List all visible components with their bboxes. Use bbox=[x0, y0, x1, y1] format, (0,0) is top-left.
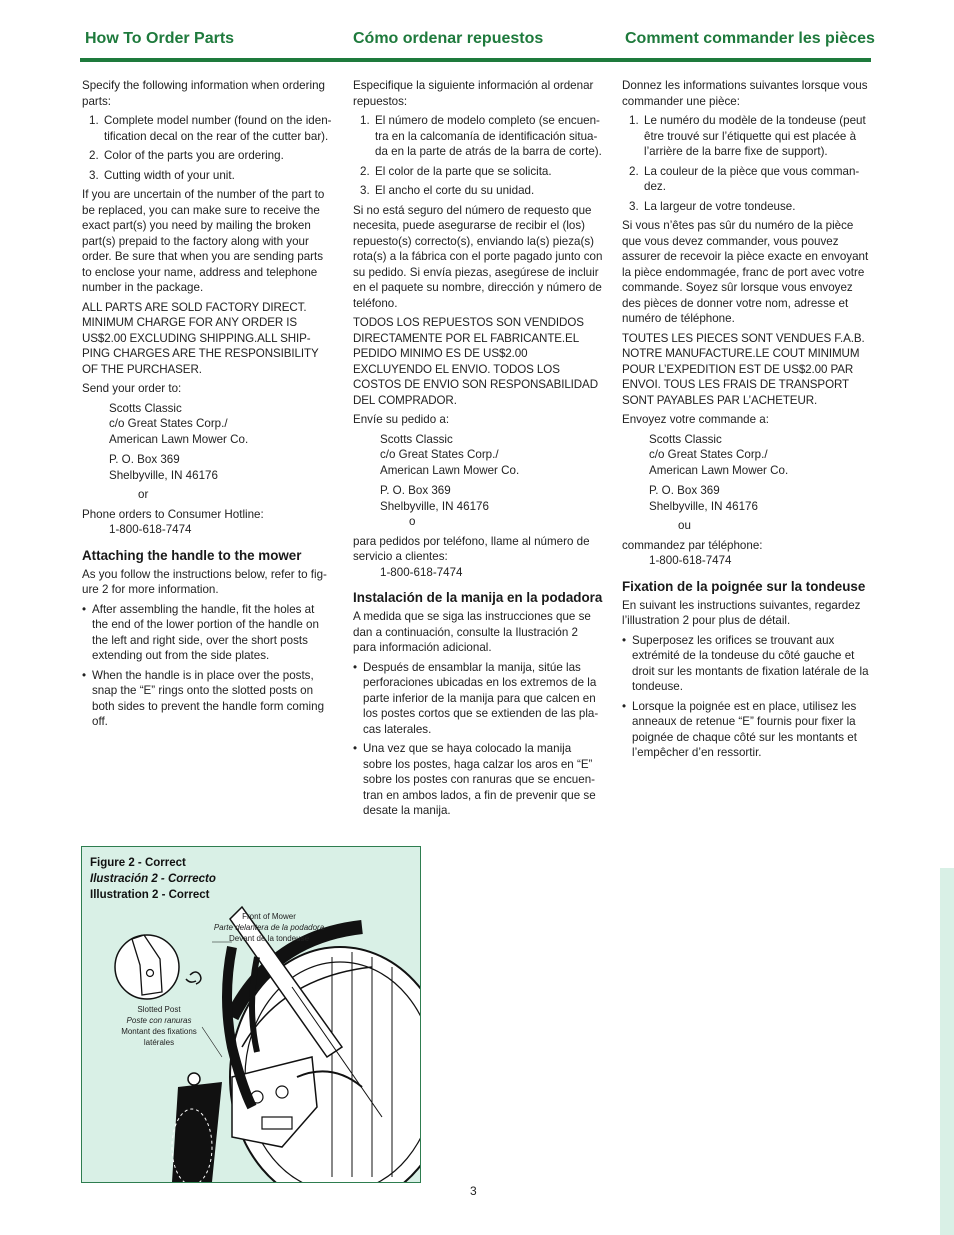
handle-steps bbox=[353, 660, 603, 819]
factory-direct-notice: TODOS LOS REPUESTOS SON VENDIDOS DIRECTAMENTE POR EL FABRICANTE.EL PEDIDO MINIMO ES DE US$2.00 EXCLUYENDO EL ENVIO. TODOS LOS COSTOS DE ENVIO SON RESPONSABILIDAD DEL COMPRADOR. bbox=[353, 316, 598, 407]
handle-steps bbox=[82, 602, 332, 730]
list-item: 3. La largeur de votre tondeuse. bbox=[629, 199, 796, 213]
figure-caption: Figure 2 - Correct Ilustración 2 - Correcto Illustration 2 - Correct bbox=[90, 857, 216, 901]
or-separator: or bbox=[138, 488, 149, 501]
slotted-post-label: Slotted Post Poste con ranuras Montant des fixations latérales bbox=[121, 1005, 197, 1047]
phone-number: 1-800-618-7474 bbox=[109, 523, 192, 536]
intro-text: Specify the following information when ordering parts: bbox=[82, 79, 325, 108]
list-item: 1. Complete model number (found on the iden- tification decal on the rear of the cutter bar). bbox=[89, 114, 332, 143]
list-item: 2. Color of the parts you are ordering. bbox=[89, 149, 284, 162]
list-item: 3. Cutting width of your unit. bbox=[89, 168, 235, 182]
or-separator: o bbox=[409, 515, 416, 528]
phone-label: commandez par téléphone: bbox=[622, 538, 763, 552]
intro-text: Donnez les informations suivantes lorsque vous commander une pièce: bbox=[622, 79, 868, 108]
factory-direct-notice: TOUTES LES PIECES SONT VENDUES F.A.B. NOTRE MANUFACTURE.LE COUT MINIMUM POUR L’EXPEDITION EST DE US$2.00 PAR ENVOI. TOUS LES FRAIS DE TRANSPORT SONT PAYABLES PAR L’ACHETEUR. bbox=[622, 331, 865, 407]
mailing-address: Scotts Classic c/o Great States Corp./ American Lawn Mower Co. P. O. Box 369 Shelbyville, IN 46176 bbox=[649, 432, 789, 513]
handle-intro: As you follow the instructions below, refer to fig- ure 2 for more information. bbox=[82, 567, 327, 596]
intro-text: Especifique la siguiente información al ordenar repuestos: bbox=[353, 79, 594, 108]
list-item: 1. El número de modelo completo (se encuen- tra en la calcomanía de identificación situa- da en la parte de atrás de la barra de corte). bbox=[360, 114, 602, 158]
order-info-list bbox=[353, 113, 603, 199]
header-fr: Comment commander les pièces bbox=[625, 30, 875, 47]
front-of-mower-label: Front of Mower Parte delantera de la podadora Devant de la tondeuse bbox=[213, 912, 325, 943]
phone-label: Phone orders to Consumer Hotline: bbox=[82, 507, 264, 521]
order-info-list bbox=[82, 113, 332, 183]
header-en: How To Order Parts bbox=[85, 30, 235, 47]
column-french bbox=[622, 78, 872, 765]
list-item: 2. El color de la parte que se solicita. bbox=[360, 164, 552, 178]
phone-label: para pedidos por teléfono, llame al número de servicio a clientes: bbox=[353, 534, 590, 563]
header-rule bbox=[80, 58, 871, 62]
detail-inset bbox=[115, 935, 201, 999]
column-english bbox=[82, 78, 332, 734]
factory-direct-notice: ALL PARTS ARE SOLD FACTORY DIRECT. MINIMUM CHARGE FOR ANY ORDER IS US$2.00 EXCLUDING SHIPPING.ALL SHIP- PING CHARGES ARE THE RESPONSIBILITY OF THE PURCHASER. bbox=[82, 300, 319, 376]
list-item: • Después de ensamblar la manija, sitúe las perforaciones ubicadas en los extremos de la parte inferior de la manija para que calcen en los postes cortos que se extienden de las pla- cas laterales. bbox=[353, 660, 599, 736]
figure-2 bbox=[81, 846, 421, 1183]
list-item: • When the handle is in place over the posts, snap the “E” rings onto the slotted posts on both sides to prevent the handle form coming off. bbox=[82, 668, 325, 728]
handle-intro: En suivant les instructions suivantes, regardez l’illustration 2 pour plus de détail. bbox=[622, 598, 861, 627]
send-order-label: Envíe su pedido a: bbox=[353, 413, 450, 426]
mailing-address: Scotts Classic c/o Great States Corp./ American Lawn Mower Co. P. O. Box 369 Shelbyville, IN 46176 bbox=[380, 432, 520, 513]
phone-number: 1-800-618-7474 bbox=[649, 554, 732, 567]
section-heading: Fixation de la poignée sur la tondeuse bbox=[622, 578, 866, 594]
phone-number: 1-800-618-7474 bbox=[380, 565, 463, 579]
header-es: Cómo ordenar repuestos bbox=[353, 30, 544, 47]
column-spanish bbox=[353, 78, 603, 823]
section-heading: Attaching the handle to the mower bbox=[82, 547, 302, 563]
list-item: 2. La couleur de la pièce que vous comman- dez. bbox=[629, 164, 860, 193]
order-info-list bbox=[622, 113, 872, 214]
list-item: • After assembling the handle, fit the holes at the end of the lower portion of the handle on the left and right side, over the short posts extending out from the side plates. bbox=[82, 602, 319, 662]
list-item: • Lorsque la poignée est en place, utilisez les anneaux de retenue “E” fournis pour fixer la poignée de chaque côté sur les montants et l’empêcher d’en ressortir. bbox=[622, 699, 857, 759]
list-item: 3. El ancho el corte du su unidad. bbox=[360, 184, 535, 197]
side-tab bbox=[940, 868, 954, 1235]
list-item: • Superposez les orifices se trouvant aux extrémité de la tondeuse du côté gauche et droit sur les montants de fixation latérale de la tondeuse. bbox=[622, 633, 869, 693]
send-order-label: Envoyez votre commande a: bbox=[622, 413, 769, 426]
mailing-address: Scotts Classic c/o Great States Corp./ American Lawn Mower Co. P. O. Box 369 Shelbyville, IN 46176 bbox=[109, 401, 249, 482]
send-order-label: Send your order to: bbox=[82, 382, 182, 395]
or-separator: ou bbox=[678, 519, 691, 532]
uncertain-paragraph: If you are uncertain of the number of the part to be replaced, you can make sure to receive the exact part(s) you need by mailing the broken part(s) prepaid to the factory along with your order. Be sure that when you are sending parts to enclose your name, address and telephone number in the package. bbox=[82, 188, 325, 294]
uncertain-paragraph: Si vous n’êtes pas sûr du numéro de la pièce que vous devez commander, vous pouvez assurer de recevoir la pièce exacte en envoyant la pièce endommagée, franc de port avec votre commande. Soyez sûr lorsque vous envoyez des pièces de donner votre nom, adresse et numéro de téléphone. bbox=[622, 219, 869, 325]
handle-intro: A medida que se siga las instrucciones que se dan a continuación, consulte la Ilustración 2 para información adicional. bbox=[353, 610, 591, 654]
list-item: 1. Le numéro du modèle de la tondeuse (peut être trouvé sur l’étiquette qui est placée à l’arrière de la barre fixe de support). bbox=[629, 114, 866, 158]
uncertain-paragraph: Si no está seguro del número de requesto que necesita, puede asegurarse de recibir el (los) repuesto(s) correcto(s), enviando la(s) pieza(s) rota(s) a la fábrica con el porte pagado junto con su pedido. Si envía piezas, asegúrese de incluir en el paquete su nombre, dirección y número de teléfono. bbox=[353, 203, 603, 310]
handle-steps bbox=[622, 633, 872, 761]
page-number: 3 bbox=[470, 1184, 477, 1198]
section-heading: Instalación de la manija en la podadora bbox=[353, 590, 603, 605]
list-item: • Una vez que se haya colocado la manija sobre los postes, haga calzar los aros en “E” sobre los postes con ranuras que se encuen- tran en ambos lados, a fin de prevenir que se desate la manija. bbox=[353, 742, 596, 817]
